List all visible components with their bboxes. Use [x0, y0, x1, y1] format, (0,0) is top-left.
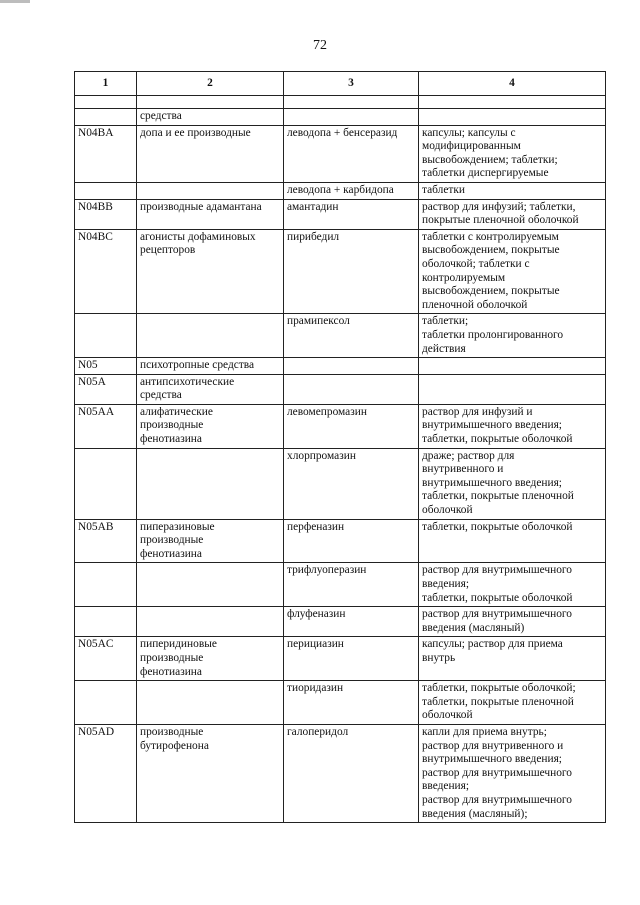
drug-name-cell: леводопа + карбидопа [284, 182, 419, 199]
atc-code-cell: N05 [75, 358, 137, 375]
group-cell: алифатические производные фенотиазина [137, 404, 284, 448]
dosage-form-cell: раствор для инфузий и внутримышечного введения; таблетки, покрытые оболочкой [419, 404, 606, 448]
table-row [75, 681, 606, 725]
atc-code-cell: N05AA [75, 404, 137, 448]
group-cell: пиперидиновые производные фенотиазина [137, 637, 284, 681]
table-row [75, 358, 606, 375]
atc-code-cell: N04BB [75, 199, 137, 229]
group-cell [137, 182, 284, 199]
group-cell: допа и ее производные [137, 125, 284, 182]
atc-code-cell: N04BC [75, 229, 137, 314]
table-row [75, 404, 606, 448]
dosage-form-cell: таблетки, покрытые оболочкой; таблетки, покрытые пленочной оболочкой [419, 681, 606, 725]
drug-name-cell: флуфеназин [284, 607, 419, 637]
dosage-form-cell: раствор для внутримышечного введения (масляный) [419, 607, 606, 637]
group-cell: средства [137, 109, 284, 126]
atc-code-cell: N05A [75, 374, 137, 404]
drug-name-cell: левомепромазин [284, 404, 419, 448]
drug-name-cell: галоперидол [284, 724, 419, 822]
table-row [75, 607, 606, 637]
dosage-form-cell: таблетки [419, 182, 606, 199]
table-header-row [75, 72, 606, 96]
scan-corner-mark [0, 0, 30, 3]
table-body [75, 109, 606, 823]
group-cell: пиперазиновые производные фенотиазина [137, 519, 284, 563]
dosage-form-cell: капли для приема внутрь; раствор для внутривенного и внутримышечного введения; раствор для внутримышечного введения; раствор для внутримышечного введения (масляный); [419, 724, 606, 822]
group-cell: производные бутирофенона [137, 724, 284, 822]
table-row [75, 637, 606, 681]
atc-code-cell: N04BA [75, 125, 137, 182]
table-row [75, 519, 606, 563]
table-row [75, 563, 606, 607]
dosage-form-cell: раствор для внутримышечного введения; таблетки, покрытые оболочкой [419, 563, 606, 607]
drug-name-cell: амантадин [284, 199, 419, 229]
group-cell [137, 681, 284, 725]
dosage-form-cell: таблетки, покрытые оболочкой [419, 519, 606, 563]
group-cell: психотропные средства [137, 358, 284, 375]
drug-name-cell [284, 358, 419, 375]
group-cell: агонисты дофаминовых рецепторов [137, 229, 284, 314]
drug-name-cell: тиоридазин [284, 681, 419, 725]
group-cell: производные адамантана [137, 199, 284, 229]
atc-code-cell [75, 182, 137, 199]
atc-code-cell [75, 607, 137, 637]
group-cell [137, 563, 284, 607]
drug-name-cell: хлорпромазин [284, 448, 419, 519]
dosage-form-cell: драже; раствор для внутривенного и внутримышечного введения; таблетки, покрытые пленочной оболочкой [419, 448, 606, 519]
group-cell [137, 607, 284, 637]
column-header-4: 4 [419, 72, 606, 96]
table-row [75, 314, 606, 358]
medication-table [74, 71, 606, 823]
atc-code-cell: N05AD [75, 724, 137, 822]
page-number: 72 [313, 38, 327, 53]
atc-code-cell [75, 314, 137, 358]
dosage-form-cell: таблетки; таблетки пролонгированного действия [419, 314, 606, 358]
dosage-form-cell: капсулы; раствор для приема внутрь [419, 637, 606, 681]
table-row [75, 374, 606, 404]
group-cell: антипсихотические средства [137, 374, 284, 404]
atc-code-cell [75, 681, 137, 725]
dosage-form-cell: таблетки с контролируемым высвобождением, покрытые оболочкой; таблетки с контролируемым высвобождением, покрытые пленочной оболочкой [419, 229, 606, 314]
drug-name-cell: прамипексол [284, 314, 419, 358]
column-header-1: 1 [75, 72, 137, 96]
drug-name-cell [284, 109, 419, 126]
dosage-form-cell: раствор для инфузий; таблетки, покрытые пленочной оболочкой [419, 199, 606, 229]
dosage-form-cell [419, 358, 606, 375]
table-row [75, 724, 606, 822]
drug-name-cell: леводопа + бенсеразид [284, 125, 419, 182]
dosage-form-cell [419, 374, 606, 404]
atc-code-cell [75, 563, 137, 607]
drug-name-cell [284, 374, 419, 404]
group-cell [137, 314, 284, 358]
drug-name-cell: трифлуоперазин [284, 563, 419, 607]
atc-code-cell: N05AB [75, 519, 137, 563]
drug-name-cell: пирибедил [284, 229, 419, 314]
table-row [75, 109, 606, 126]
atc-code-cell [75, 448, 137, 519]
atc-code-cell: N05AC [75, 637, 137, 681]
table-row [75, 125, 606, 182]
atc-code-cell [75, 109, 137, 126]
dosage-form-cell: капсулы; капсулы с модифицированным высвобождением; таблетки; таблетки диспергируемые [419, 125, 606, 182]
column-header-3: 3 [284, 72, 419, 96]
group-cell [137, 448, 284, 519]
table-row [75, 448, 606, 519]
dosage-form-cell [419, 109, 606, 126]
drug-name-cell: перициазин [284, 637, 419, 681]
column-header-2: 2 [137, 72, 284, 96]
drug-name-cell: перфеназин [284, 519, 419, 563]
table-spacer-row [75, 96, 606, 109]
table-row [75, 229, 606, 314]
table-row [75, 182, 606, 199]
table-row [75, 199, 606, 229]
